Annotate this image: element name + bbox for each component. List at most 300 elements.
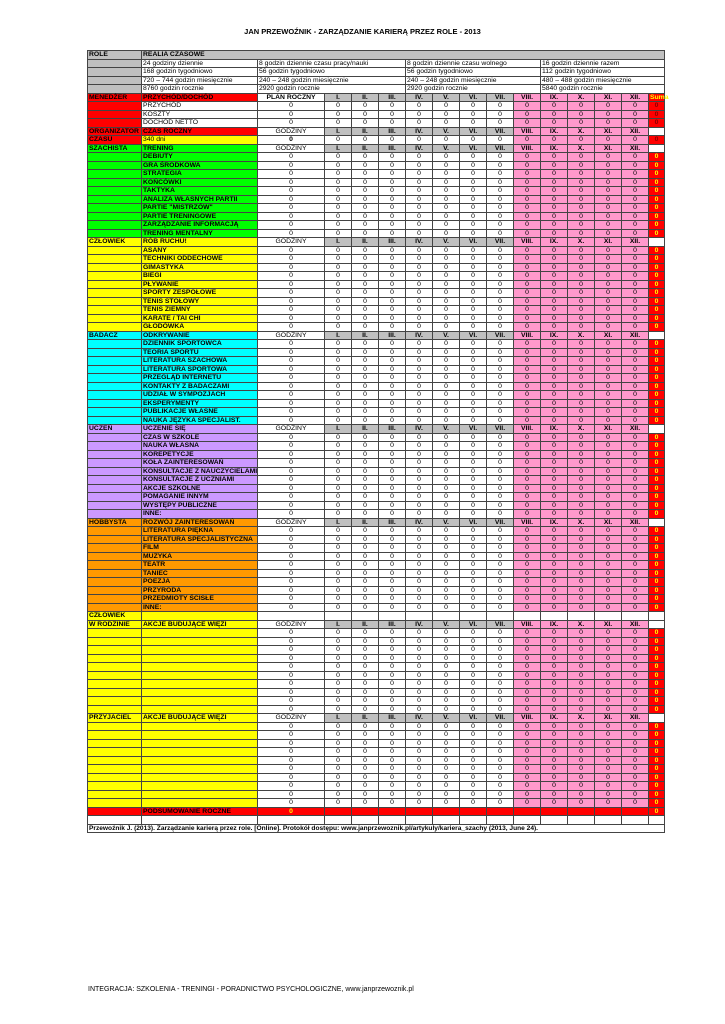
hours-value[interactable]: 0 xyxy=(258,773,325,782)
month-value[interactable]: 0 xyxy=(622,178,649,187)
month-value[interactable]: 0 xyxy=(433,595,460,604)
month-value[interactable]: 0 xyxy=(352,654,379,663)
hours-value[interactable]: 0 xyxy=(258,595,325,604)
month-value[interactable]: 0 xyxy=(568,586,595,595)
month-value[interactable]: 0 xyxy=(541,510,568,519)
month-value[interactable]: 0 xyxy=(433,348,460,357)
month-value[interactable]: 0 xyxy=(433,161,460,170)
month-value[interactable]: 0 xyxy=(433,535,460,544)
month-value[interactable]: 0 xyxy=(325,263,352,272)
month-value[interactable]: 0 xyxy=(568,348,595,357)
month-value[interactable]: 0 xyxy=(460,314,487,323)
month-value[interactable]: 0 xyxy=(352,705,379,714)
month-value[interactable]: 0 xyxy=(622,297,649,306)
month-value[interactable]: 0 xyxy=(622,136,649,145)
month-value[interactable]: 0 xyxy=(595,680,622,689)
month-value[interactable]: 0 xyxy=(325,476,352,485)
month-value[interactable]: 0 xyxy=(352,756,379,765)
month-value[interactable]: 0 xyxy=(487,646,514,655)
month-value[interactable]: 0 xyxy=(433,578,460,587)
month-value[interactable]: 0 xyxy=(487,739,514,748)
month-value[interactable]: 0 xyxy=(622,263,649,272)
month-value[interactable]: 0 xyxy=(622,603,649,612)
month-value[interactable]: 0 xyxy=(460,374,487,383)
item-label[interactable] xyxy=(142,748,258,757)
month-value[interactable]: 0 xyxy=(541,399,568,408)
hours-value[interactable]: 0 xyxy=(258,731,325,740)
month-value[interactable]: 0 xyxy=(433,153,460,162)
month-value[interactable]: 0 xyxy=(325,773,352,782)
hours-value[interactable]: 0 xyxy=(258,382,325,391)
month-value[interactable]: 0 xyxy=(352,153,379,162)
hours-value[interactable]: 0 xyxy=(258,314,325,323)
month-value[interactable]: 0 xyxy=(352,748,379,757)
month-value[interactable]: 0 xyxy=(568,323,595,332)
month-value[interactable]: 0 xyxy=(568,680,595,689)
month-value[interactable]: 0 xyxy=(514,646,541,655)
month-value[interactable]: 0 xyxy=(433,221,460,230)
month-value[interactable]: 0 xyxy=(406,119,433,128)
month-value[interactable]: 0 xyxy=(487,178,514,187)
month-value[interactable]: 0 xyxy=(433,731,460,740)
month-value[interactable]: 0 xyxy=(595,476,622,485)
month-value[interactable]: 0 xyxy=(487,578,514,587)
month-value[interactable]: 0 xyxy=(622,705,649,714)
month-value[interactable]: 0 xyxy=(541,314,568,323)
month-value[interactable]: 0 xyxy=(433,510,460,519)
month-value[interactable]: 0 xyxy=(379,671,406,680)
month-value[interactable]: 0 xyxy=(325,323,352,332)
month-value[interactable]: 0 xyxy=(325,484,352,493)
month-value[interactable]: 0 xyxy=(595,280,622,289)
item-label[interactable] xyxy=(142,799,258,808)
item-label[interactable] xyxy=(142,765,258,774)
month-value[interactable]: 0 xyxy=(460,748,487,757)
hours-value[interactable]: 0 xyxy=(258,697,325,706)
month-value[interactable]: 0 xyxy=(541,365,568,374)
month-value[interactable]: 0 xyxy=(379,552,406,561)
hours-value[interactable]: 0 xyxy=(258,280,325,289)
month-value[interactable]: 0 xyxy=(487,654,514,663)
month-value[interactable]: 0 xyxy=(568,527,595,536)
month-value[interactable]: 0 xyxy=(352,246,379,255)
month-value[interactable]: 0 xyxy=(595,357,622,366)
month-value[interactable]: 0 xyxy=(541,765,568,774)
month-value[interactable]: 0 xyxy=(514,697,541,706)
month-value[interactable]: 0 xyxy=(541,561,568,570)
month-value[interactable]: 0 xyxy=(622,646,649,655)
hours-value[interactable]: 0 xyxy=(258,527,325,536)
month-value[interactable]: 0 xyxy=(622,671,649,680)
month-value[interactable]: 0 xyxy=(460,535,487,544)
hours-value[interactable]: 0 xyxy=(258,493,325,502)
month-value[interactable]: 0 xyxy=(568,722,595,731)
month-value[interactable]: 0 xyxy=(325,433,352,442)
month-value[interactable]: 0 xyxy=(460,459,487,468)
month-value[interactable]: 0 xyxy=(622,110,649,119)
month-value[interactable]: 0 xyxy=(406,646,433,655)
month-value[interactable]: 0 xyxy=(325,357,352,366)
month-value[interactable]: 0 xyxy=(541,739,568,748)
month-value[interactable]: 0 xyxy=(541,263,568,272)
hours-value[interactable]: 0 xyxy=(258,629,325,638)
month-value[interactable]: 0 xyxy=(379,603,406,612)
month-value[interactable]: 0 xyxy=(352,442,379,451)
month-value[interactable]: 0 xyxy=(514,229,541,238)
hours-value[interactable]: 0 xyxy=(258,204,325,213)
month-value[interactable]: 0 xyxy=(460,756,487,765)
month-value[interactable]: 0 xyxy=(379,756,406,765)
hours-value[interactable]: 0 xyxy=(258,535,325,544)
month-value[interactable]: 0 xyxy=(595,561,622,570)
month-value[interactable]: 0 xyxy=(352,306,379,315)
month-value[interactable]: 0 xyxy=(325,663,352,672)
item-label[interactable] xyxy=(142,680,258,689)
month-value[interactable]: 0 xyxy=(541,578,568,587)
hours-value[interactable]: 0 xyxy=(258,272,325,281)
item-label[interactable] xyxy=(142,654,258,663)
month-value[interactable]: 0 xyxy=(568,569,595,578)
month-value[interactable]: 0 xyxy=(487,357,514,366)
month-value[interactable]: 0 xyxy=(514,450,541,459)
month-value[interactable]: 0 xyxy=(433,722,460,731)
month-value[interactable]: 0 xyxy=(433,408,460,417)
month-value[interactable]: 0 xyxy=(325,272,352,281)
month-value[interactable]: 0 xyxy=(622,501,649,510)
month-value[interactable]: 0 xyxy=(622,739,649,748)
month-value[interactable]: 0 xyxy=(433,246,460,255)
hours-value[interactable]: 0 xyxy=(258,442,325,451)
month-value[interactable]: 0 xyxy=(568,637,595,646)
hours-value[interactable]: 0 xyxy=(258,229,325,238)
item-label[interactable] xyxy=(142,671,258,680)
month-value[interactable]: 0 xyxy=(352,527,379,536)
month-value[interactable]: 0 xyxy=(622,433,649,442)
month-value[interactable]: 0 xyxy=(433,382,460,391)
month-value[interactable]: 0 xyxy=(568,578,595,587)
month-value[interactable]: 0 xyxy=(487,102,514,111)
month-value[interactable]: 0 xyxy=(622,697,649,706)
month-value[interactable]: 0 xyxy=(352,450,379,459)
month-value[interactable]: 0 xyxy=(460,501,487,510)
month-value[interactable]: 0 xyxy=(460,578,487,587)
month-value[interactable]: 0 xyxy=(487,799,514,808)
hours-value[interactable]: 0 xyxy=(258,178,325,187)
month-value[interactable]: 0 xyxy=(622,119,649,128)
month-value[interactable]: 0 xyxy=(595,739,622,748)
month-value[interactable]: 0 xyxy=(487,569,514,578)
month-value[interactable]: 0 xyxy=(325,374,352,383)
month-value[interactable]: 0 xyxy=(325,391,352,400)
month-value[interactable]: 0 xyxy=(433,170,460,179)
month-value[interactable]: 0 xyxy=(406,663,433,672)
month-value[interactable]: 0 xyxy=(460,688,487,697)
month-value[interactable]: 0 xyxy=(622,187,649,196)
month-value[interactable]: 0 xyxy=(460,782,487,791)
month-value[interactable]: 0 xyxy=(487,476,514,485)
month-value[interactable]: 0 xyxy=(406,671,433,680)
month-value[interactable]: 0 xyxy=(433,765,460,774)
month-value[interactable]: 0 xyxy=(406,476,433,485)
month-value[interactable]: 0 xyxy=(433,450,460,459)
month-value[interactable]: 0 xyxy=(487,782,514,791)
month-value[interactable]: 0 xyxy=(541,161,568,170)
month-value[interactable]: 0 xyxy=(514,340,541,349)
month-value[interactable]: 0 xyxy=(487,527,514,536)
month-value[interactable]: 0 xyxy=(433,773,460,782)
month-value[interactable]: 0 xyxy=(541,756,568,765)
month-value[interactable]: 0 xyxy=(568,535,595,544)
month-value[interactable]: 0 xyxy=(487,671,514,680)
month-value[interactable]: 0 xyxy=(541,382,568,391)
month-value[interactable]: 0 xyxy=(352,374,379,383)
hours-value[interactable]: 0 xyxy=(258,170,325,179)
hours-value[interactable]: 0 xyxy=(258,484,325,493)
month-value[interactable]: 0 xyxy=(541,442,568,451)
month-value[interactable]: 0 xyxy=(541,416,568,425)
month-value[interactable]: 0 xyxy=(568,161,595,170)
month-value[interactable]: 0 xyxy=(352,731,379,740)
month-value[interactable]: 0 xyxy=(568,756,595,765)
item-label[interactable] xyxy=(142,773,258,782)
month-value[interactable]: 0 xyxy=(622,561,649,570)
month-value[interactable]: 0 xyxy=(514,722,541,731)
month-value[interactable]: 0 xyxy=(325,586,352,595)
month-value[interactable]: 0 xyxy=(460,603,487,612)
month-value[interactable]: 0 xyxy=(514,178,541,187)
month-value[interactable]: 0 xyxy=(325,178,352,187)
month-value[interactable]: 0 xyxy=(487,153,514,162)
month-value[interactable]: 0 xyxy=(487,340,514,349)
hours-value[interactable]: 0 xyxy=(258,289,325,298)
month-value[interactable]: 0 xyxy=(568,501,595,510)
month-value[interactable]: 0 xyxy=(406,722,433,731)
month-value[interactable]: 0 xyxy=(595,246,622,255)
month-value[interactable]: 0 xyxy=(622,442,649,451)
hours-value[interactable]: 0 xyxy=(258,603,325,612)
month-value[interactable]: 0 xyxy=(460,340,487,349)
month-value[interactable]: 0 xyxy=(325,102,352,111)
hours-value[interactable]: 0 xyxy=(258,467,325,476)
hours-value[interactable]: 0 xyxy=(258,476,325,485)
month-value[interactable]: 0 xyxy=(622,399,649,408)
month-value[interactable]: 0 xyxy=(460,586,487,595)
month-value[interactable]: 0 xyxy=(487,586,514,595)
month-value[interactable]: 0 xyxy=(595,756,622,765)
month-value[interactable]: 0 xyxy=(595,263,622,272)
hours-value[interactable]: 0 xyxy=(258,340,325,349)
month-value[interactable]: 0 xyxy=(595,663,622,672)
month-value[interactable]: 0 xyxy=(406,306,433,315)
month-value[interactable]: 0 xyxy=(568,408,595,417)
month-value[interactable]: 0 xyxy=(433,637,460,646)
month-value[interactable]: 0 xyxy=(379,595,406,604)
month-value[interactable]: 0 xyxy=(379,212,406,221)
month-value[interactable]: 0 xyxy=(460,765,487,774)
month-value[interactable]: 0 xyxy=(379,399,406,408)
month-value[interactable]: 0 xyxy=(406,391,433,400)
item-label[interactable] xyxy=(142,663,258,672)
month-value[interactable]: 0 xyxy=(325,255,352,264)
month-value[interactable]: 0 xyxy=(568,204,595,213)
month-value[interactable]: 0 xyxy=(460,561,487,570)
month-value[interactable]: 0 xyxy=(622,374,649,383)
hours-value[interactable]: 0 xyxy=(258,646,325,655)
month-value[interactable]: 0 xyxy=(406,637,433,646)
month-value[interactable]: 0 xyxy=(379,161,406,170)
month-value[interactable]: 0 xyxy=(568,136,595,145)
month-value[interactable]: 0 xyxy=(352,510,379,519)
hours-value[interactable]: 0 xyxy=(258,756,325,765)
month-value[interactable]: 0 xyxy=(406,765,433,774)
month-value[interactable]: 0 xyxy=(541,671,568,680)
month-value[interactable]: 0 xyxy=(379,680,406,689)
month-value[interactable]: 0 xyxy=(433,782,460,791)
month-value[interactable]: 0 xyxy=(622,221,649,230)
month-value[interactable]: 0 xyxy=(352,280,379,289)
month-value[interactable]: 0 xyxy=(568,442,595,451)
month-value[interactable]: 0 xyxy=(460,552,487,561)
month-value[interactable]: 0 xyxy=(433,357,460,366)
month-value[interactable]: 0 xyxy=(568,272,595,281)
month-value[interactable]: 0 xyxy=(541,552,568,561)
month-value[interactable]: 0 xyxy=(541,493,568,502)
month-value[interactable]: 0 xyxy=(406,161,433,170)
month-value[interactable]: 0 xyxy=(433,493,460,502)
month-value[interactable]: 0 xyxy=(622,170,649,179)
month-value[interactable]: 0 xyxy=(325,280,352,289)
month-value[interactable]: 0 xyxy=(406,510,433,519)
month-value[interactable]: 0 xyxy=(406,790,433,799)
month-value[interactable]: 0 xyxy=(541,663,568,672)
month-value[interactable]: 0 xyxy=(622,782,649,791)
month-value[interactable]: 0 xyxy=(568,229,595,238)
month-value[interactable]: 0 xyxy=(379,204,406,213)
month-value[interactable]: 0 xyxy=(352,578,379,587)
month-value[interactable]: 0 xyxy=(406,493,433,502)
month-value[interactable]: 0 xyxy=(460,722,487,731)
month-value[interactable]: 0 xyxy=(514,280,541,289)
month-value[interactable]: 0 xyxy=(568,340,595,349)
month-value[interactable]: 0 xyxy=(379,544,406,553)
hours-value[interactable]: 0 xyxy=(258,323,325,332)
month-value[interactable]: 0 xyxy=(487,408,514,417)
month-value[interactable]: 0 xyxy=(406,603,433,612)
month-value[interactable]: 0 xyxy=(487,374,514,383)
month-value[interactable]: 0 xyxy=(379,391,406,400)
month-value[interactable]: 0 xyxy=(541,782,568,791)
hours-value[interactable]: 0 xyxy=(258,510,325,519)
month-value[interactable]: 0 xyxy=(460,280,487,289)
month-value[interactable]: 0 xyxy=(460,187,487,196)
month-value[interactable]: 0 xyxy=(487,467,514,476)
month-value[interactable]: 0 xyxy=(379,382,406,391)
month-value[interactable]: 0 xyxy=(514,688,541,697)
month-value[interactable]: 0 xyxy=(487,323,514,332)
month-value[interactable]: 0 xyxy=(622,408,649,417)
hours-value[interactable]: 0 xyxy=(258,348,325,357)
month-value[interactable]: 0 xyxy=(568,799,595,808)
month-value[interactable]: 0 xyxy=(352,552,379,561)
hours-value[interactable]: 0 xyxy=(258,297,325,306)
month-value[interactable]: 0 xyxy=(460,119,487,128)
month-value[interactable]: 0 xyxy=(379,722,406,731)
month-value[interactable]: 0 xyxy=(325,595,352,604)
month-value[interactable]: 0 xyxy=(487,731,514,740)
month-value[interactable]: 0 xyxy=(406,654,433,663)
hours-value[interactable]: 0 xyxy=(258,459,325,468)
month-value[interactable]: 0 xyxy=(568,110,595,119)
month-value[interactable]: 0 xyxy=(622,348,649,357)
month-value[interactable]: 0 xyxy=(352,195,379,204)
month-value[interactable]: 0 xyxy=(325,153,352,162)
month-value[interactable]: 0 xyxy=(325,671,352,680)
month-value[interactable]: 0 xyxy=(514,790,541,799)
month-value[interactable]: 0 xyxy=(352,629,379,638)
month-value[interactable]: 0 xyxy=(406,263,433,272)
month-value[interactable]: 0 xyxy=(595,221,622,230)
month-value[interactable]: 0 xyxy=(325,578,352,587)
month-value[interactable]: 0 xyxy=(622,722,649,731)
hours-value[interactable]: 0 xyxy=(258,578,325,587)
month-value[interactable]: 0 xyxy=(622,289,649,298)
month-value[interactable]: 0 xyxy=(541,595,568,604)
month-value[interactable]: 0 xyxy=(433,697,460,706)
month-value[interactable]: 0 xyxy=(568,178,595,187)
month-value[interactable]: 0 xyxy=(379,629,406,638)
month-value[interactable]: 0 xyxy=(379,459,406,468)
month-value[interactable]: 0 xyxy=(352,799,379,808)
month-value[interactable]: 0 xyxy=(595,731,622,740)
month-value[interactable]: 0 xyxy=(595,110,622,119)
month-value[interactable]: 0 xyxy=(541,221,568,230)
month-value[interactable]: 0 xyxy=(352,382,379,391)
month-value[interactable]: 0 xyxy=(595,527,622,536)
month-value[interactable]: 0 xyxy=(541,297,568,306)
month-value[interactable]: 0 xyxy=(487,561,514,570)
month-value[interactable]: 0 xyxy=(379,314,406,323)
month-value[interactable]: 0 xyxy=(595,765,622,774)
month-value[interactable]: 0 xyxy=(487,663,514,672)
month-value[interactable]: 0 xyxy=(622,153,649,162)
month-value[interactable]: 0 xyxy=(622,663,649,672)
month-value[interactable]: 0 xyxy=(406,697,433,706)
month-value[interactable]: 0 xyxy=(460,493,487,502)
month-value[interactable]: 0 xyxy=(595,374,622,383)
month-value[interactable]: 0 xyxy=(325,467,352,476)
month-value[interactable]: 0 xyxy=(514,408,541,417)
month-value[interactable]: 0 xyxy=(460,153,487,162)
month-value[interactable]: 0 xyxy=(622,765,649,774)
month-value[interactable]: 0 xyxy=(514,297,541,306)
month-value[interactable]: 0 xyxy=(433,603,460,612)
month-value[interactable]: 0 xyxy=(406,629,433,638)
item-label[interactable] xyxy=(142,722,258,731)
month-value[interactable]: 0 xyxy=(406,229,433,238)
month-value[interactable]: 0 xyxy=(595,595,622,604)
month-value[interactable]: 0 xyxy=(433,790,460,799)
month-value[interactable]: 0 xyxy=(487,314,514,323)
month-value[interactable]: 0 xyxy=(514,586,541,595)
month-value[interactable]: 0 xyxy=(595,578,622,587)
month-value[interactable]: 0 xyxy=(325,765,352,774)
month-value[interactable]: 0 xyxy=(595,697,622,706)
month-value[interactable]: 0 xyxy=(325,799,352,808)
month-value[interactable]: 0 xyxy=(379,527,406,536)
month-value[interactable]: 0 xyxy=(622,569,649,578)
month-value[interactable]: 0 xyxy=(595,314,622,323)
month-value[interactable]: 0 xyxy=(595,195,622,204)
